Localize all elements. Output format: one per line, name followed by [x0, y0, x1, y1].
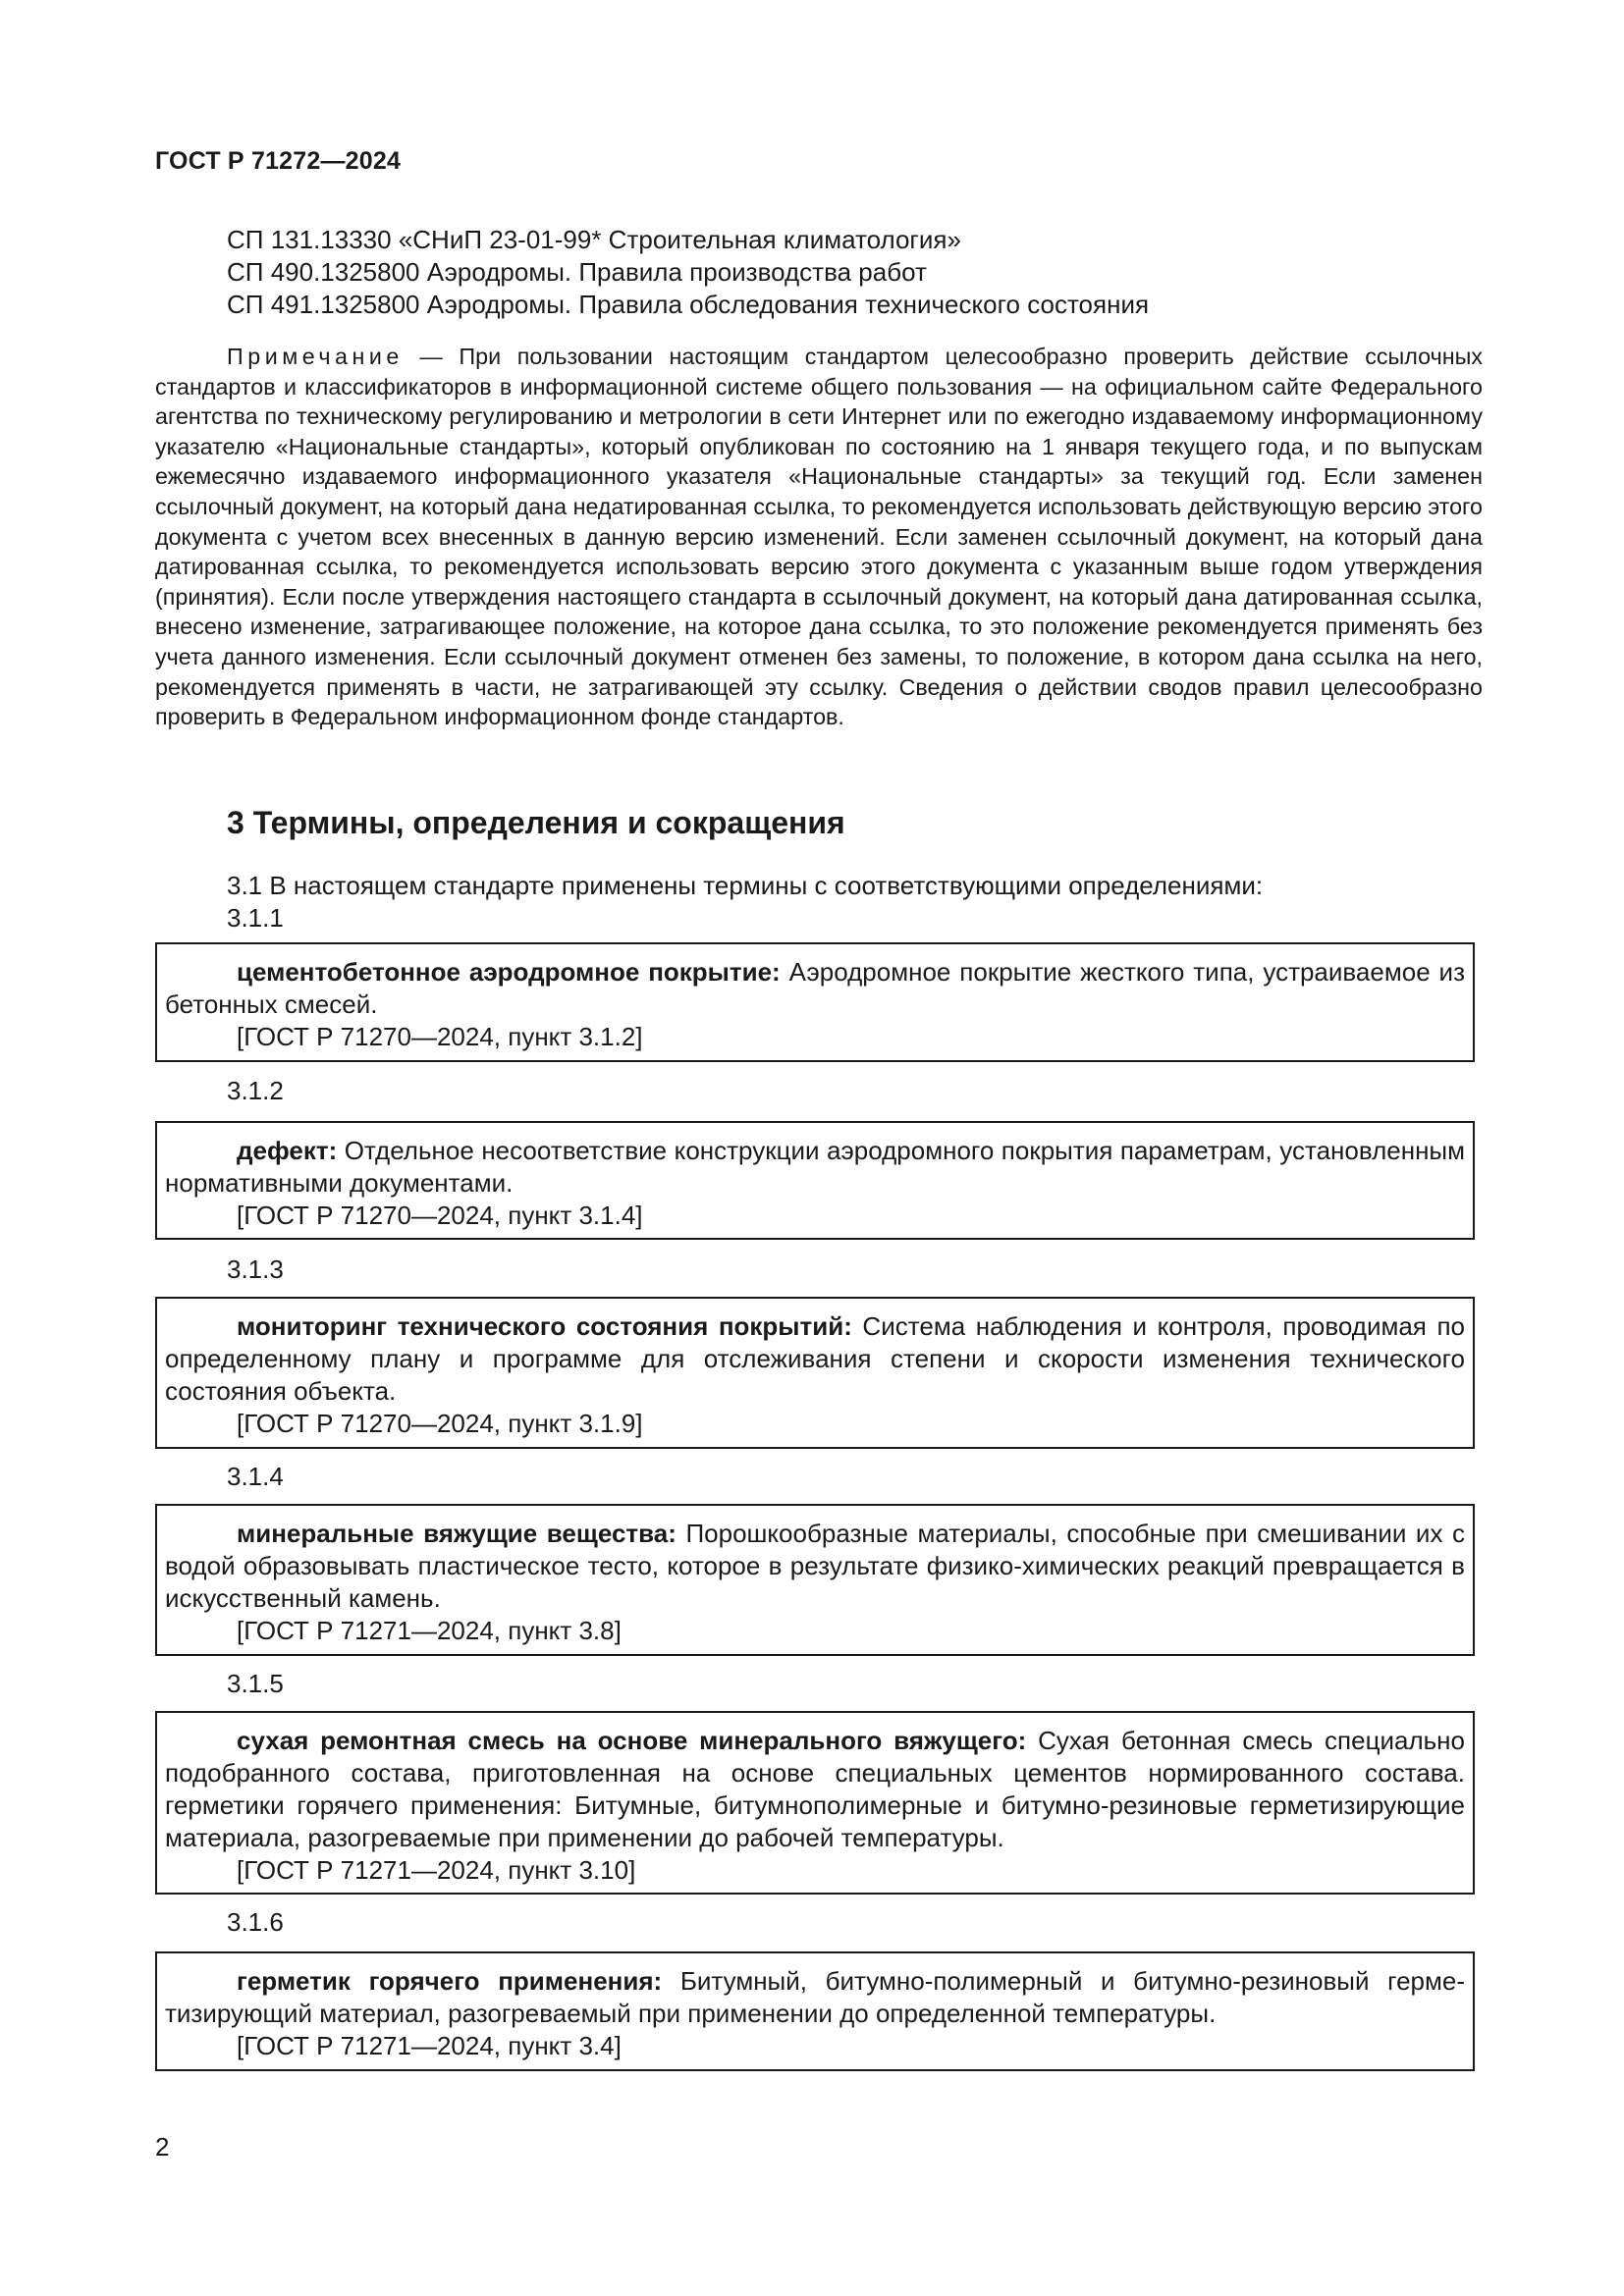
term-source: [ГОСТ Р 71271—2024, пункт 3.8] [237, 1616, 622, 1645]
term-definition [165, 1135, 1465, 1200]
term-text: Отдельное несоответствие конструкции аэродромного покрытия параметрам, установленным нормативными документами. [165, 1136, 1465, 1198]
reference-list [227, 224, 1503, 321]
term-box [155, 942, 1475, 1062]
note-text: — При пользовании настоящим стандартом целесообразно проверить действие ссылочных стандартов и классификаторов в информационной системе общего пользования — на официальном сайте Федерального агентства по техническому регулированию и метрологии в сети Интернет или по ежегодно издаваемому информационному указателю «Национальные стандарты», который опубликован по состоянию на 1 января текущего года, и по выпускам ежемесячно издаваемого информационного указателя «Национальные стандарты» за текущий год. Если заменен ссылочный документ, на который дана недатированная ссылка, то рекомендуется использовать действующую версию этого документа с учетом всех внесенных в данную версию изменений. Если заменен ссылочный документ, на который дана датированная ссылка, то рекомендуется использовать версию этого документа с указанным выше годом утверждения (принятия). Если после утверждения настоящего стандарта в ссылочный документ, на который дана датированная ссылка, внесено изменение, затрагивающее положение, на которое дана ссылка, то это положение рекомендуется применять без учета данного изменения. Если ссылочный документ отменен без замены, то положение, в котором дана ссылка на него, рекомендуется применять в части, не затрагивающей эту ссылку. Сведения о действии сводов правил целесообразно проверить в Федеральном информационном фонде стандартов. [155, 344, 1483, 730]
term-definition [165, 1725, 1465, 1854]
term-text: Порошкообразные материалы, способные при смешивании их с водой образовывать пластическое тесто, которое в результате физико-химических реакций превращается в искусственный камень. [165, 1519, 1465, 1613]
term-definition [165, 956, 1465, 1021]
term-name: цементобетонное аэродромное покрытие: [237, 957, 781, 987]
note-label: Примечание [227, 344, 404, 369]
term-name: сухая ремонтная смесь на основе минерального вяжущего: [237, 1726, 1027, 1755]
term-box [155, 1951, 1475, 2071]
term-box [155, 1297, 1475, 1449]
term-definition [165, 1310, 1465, 1408]
reference-item: СП 490.1325800 Аэродромы. Правила производства работ [227, 257, 927, 287]
term-definition [165, 1518, 1465, 1615]
term-name: минеральные вяжущие вещества: [237, 1519, 677, 1548]
term-number: 3.1.2 [227, 1076, 284, 1105]
page-number: 2 [155, 2132, 170, 2162]
term-box [155, 1711, 1475, 1895]
term-name: герметик горячего применения: [237, 1966, 663, 1996]
document-header: ГОСТ Р 71272—2024 [155, 147, 402, 175]
term-box [155, 1121, 1475, 1240]
term-number: 3.1.5 [227, 1669, 284, 1698]
note-paragraph [155, 342, 1483, 732]
section-intro: 3.1 В настоящем стандарте применены термины с соответствующими определениями: [227, 871, 1264, 900]
term-text: Битумный, битумно-полимерный и битумно-резиновый герметизирующий материал, разогреваемый при применении до определенной температуры. [165, 1966, 1465, 2028]
term-text: Сухая бетонная смесь специально подобранного состава, приготовленная на основе специальных цементов нормированного состава. герметики горячего применения: Битумные, битумнополимерные и битумно-резиновые герметизирующие материала, разогреваемые при применении до рабочей температуры. [165, 1726, 1465, 1852]
term-source: [ГОСТ Р 71271—2024, пункт 3.10] [237, 1855, 636, 1885]
term-box [155, 1504, 1475, 1656]
term-number: 3.1.1 [227, 903, 284, 933]
term-source: [ГОСТ Р 71270—2024, пункт 3.1.4] [237, 1201, 643, 1230]
term-source: [ГОСТ Р 71270—2024, пункт 3.1.9] [237, 1409, 643, 1438]
term-source: [ГОСТ Р 71270—2024, пункт 3.1.2] [237, 1022, 643, 1051]
term-number: 3.1.6 [227, 1907, 284, 1937]
term-text: Аэродромное покрытие жесткого типа, устраиваемое из бетонных смесей. [165, 957, 1465, 1019]
term-number: 3.1.4 [227, 1462, 284, 1491]
term-name: мониторинг технического состояния покрытий: [237, 1311, 852, 1341]
term-source: [ГОСТ Р 71271—2024, пункт 3.4] [237, 2031, 622, 2060]
term-definition [165, 1965, 1465, 2030]
term-number: 3.1.3 [227, 1255, 284, 1284]
reference-item: СП 491.1325800 Аэродромы. Правила обследования технического состояния [227, 290, 1150, 319]
term-text: Система наблюдения и контроля, проводимая по определенному плану и программе для отслеживания степени и скорости изменения технического состояния объекта. [165, 1311, 1465, 1406]
reference-item: СП 131.13330 «СНиП 23-01-99* Строительная климатология» [227, 225, 961, 254]
term-name: дефект: [237, 1136, 338, 1165]
section-title: 3 Термины, определения и сокращения [227, 805, 845, 840]
